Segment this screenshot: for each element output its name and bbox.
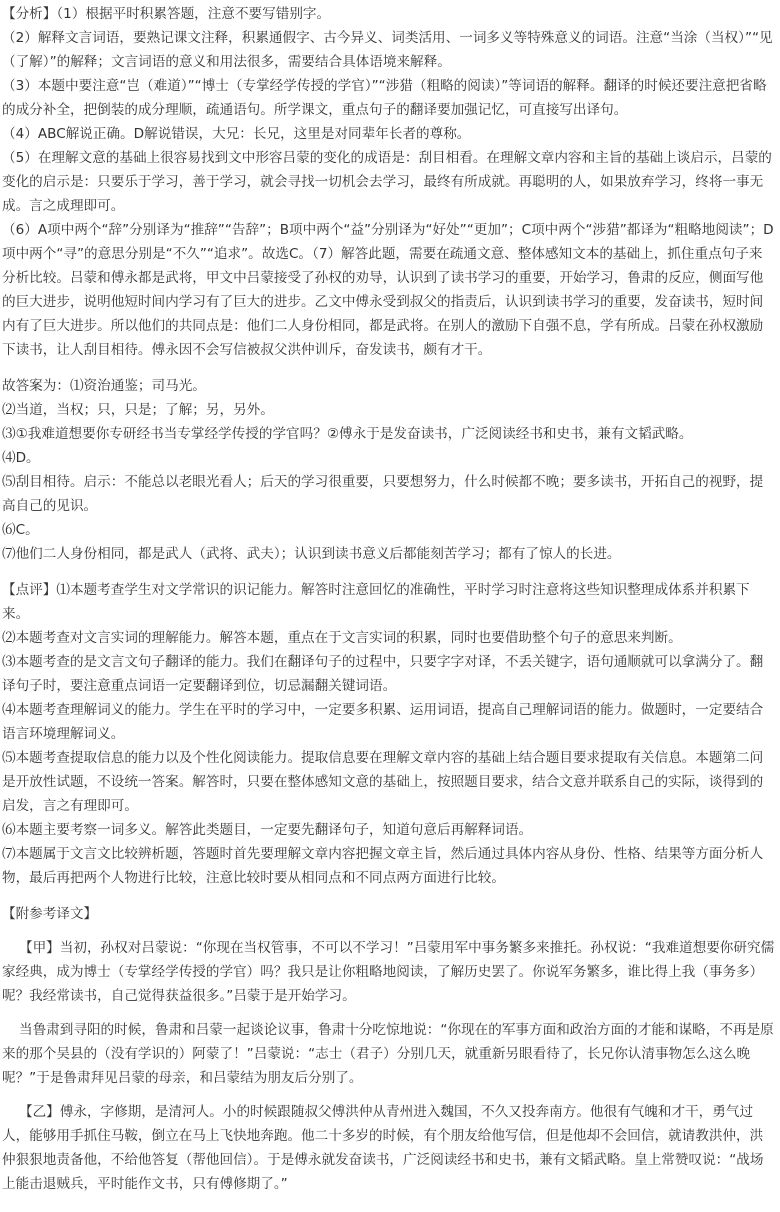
comment-item: ⑷本题考查理解词义的能力。学生在平时的学习中，一定要多积累、运用词语，提高自己理解词语的能力。做题时，一定要结合语言环境理解词义。 <box>2 702 764 742</box>
answers-section <box>2 374 776 566</box>
analysis-header: 【分析】（1）根据平时积累答题，注意不要写错别字。 <box>2 6 331 22</box>
translation-header: 【附参考译文】 <box>2 906 98 922</box>
spacer <box>2 566 776 578</box>
answers-header: 故答案为：⑴资治通鉴；司马光。 <box>2 378 206 394</box>
answer-item: ⑹C。 <box>2 522 39 538</box>
answer-item: ⑵当道，当权；只，只是；了解；另，另外。 <box>2 402 274 418</box>
comment-item: ⑸本题考查提取信息的能力以及个性化阅读能力。提取信息要在理解文章内容的基础上结合题目要求提取有关信息。本题第二问是开放性试题，不设统一答案。解答时，只要在整体感知文意的基础上，按照题目要求，结合文意并联系自己的实际，谈得到的启发，言之有理即可。 <box>2 750 764 814</box>
answer-item: ⑸刮目相待。启示：不能总以老眼光看人；后天的学习很重要，只要想努力，什么时候都不晚；要多读书，开拓自己的视野，提高自己的见识。 <box>2 474 764 514</box>
translation-paragraph: 【乙】傅永，字修期，是清河人。小的时候跟随叔父傅洪仲从青州进入魏国，不久又投奔南方。他很有气魄和才干，勇气过人，能够用手抓住马鞍，倒立在马上飞快地奔跑。他二十多岁的时候，有个朋友给他写信，但是他却不会回信，就请教洪仲，洪仲狠狠地责备他，不给他答复（帮他回信）。于是傅永就发奋读书，广泛阅读经书和史书，兼有文韬武略。皇上常赞叹说：“战场上能击退贼兵，平时能作文书，只有傅修期了。” <box>2 1104 764 1192</box>
answer-item: ⑷D。 <box>2 450 40 466</box>
analysis-section <box>2 2 776 362</box>
spacer <box>2 1008 776 1018</box>
spacer <box>2 362 776 374</box>
analysis-item: （4）ABC解说正确。D解说错误，大兄：长兄，这里是对同辈年长者的尊称。 <box>2 126 471 142</box>
comment-item: ⑶本题考查的是文言文句子翻译的能力。我们在翻译句子的过程中，只要字字对译，不丢关键字，语句通顺就可以拿满分了。翻译句子时，要注意重点词语一定要翻译到位，切忌漏翻关键词语。 <box>2 654 764 694</box>
answer-item: ⑺他们二人身份相同，都是武人（武将、武夫）；认识到读书意义后都能刻苦学习；都有了惊人的长进。 <box>2 546 621 562</box>
translation-section <box>2 902 776 1196</box>
spacer <box>2 926 776 936</box>
translation-paragraph: 【甲】当初，孙权对吕蒙说：“你现在当权管事，不可以不学习！”吕蒙用军中事务繁多来推托。孙权说：“我难道想要你研究儒家经典，成为博士（专掌经学传授的学官）吗？我只是让你粗略地阅读，了解历史罢了。你说军务繁多，谁比得上我（事务多）呢？我经常读书，自己觉得获益很多。”吕蒙于是开始学习。 <box>2 940 775 1004</box>
comment-item: ⑹本题主要考察一词多义。解答此类题目，一定要先翻译句子，知道句意后再解释词语。 <box>2 822 533 838</box>
comments-header: 【点评】⑴本题考查学生对文学常识的识记能力。解答时注意回忆的准确性，平时学习时注意将这些知识整理成体系并积累下来。 <box>2 582 750 622</box>
comment-item: ⑺本题属于文言文比较辨析题，答题时首先要理解文章内容把握文章主旨，然后通过具体内容从身份、性格、结果等方面分析人物，最后再把两个人物进行比较，注意比较时要从相同点和不同点两方面进行比较。 <box>2 846 764 886</box>
translation-paragraph: 当鲁肃到寻阳的时候，鲁肃和吕蒙一起谈论议事，鲁肃十分吃惊地说：“你现在的军事方面和政治方面的才能和谋略，不再是原来的那个吴县的（没有学识的）阿蒙了！”吕蒙说：“志士（君子）分别几天，就重新另眼看待了，长兄你认清事物怎么这么晚呢？”于是鲁肃拜见吕蒙的母亲，和吕蒙结为朋友后分别了。 <box>2 1022 774 1086</box>
analysis-item: （5）在理解文意的基础上很容易找到文中形容吕蒙的变化的成语是：刮目相看。在理解文章内容和主旨的基础上谈启示，吕蒙的变化的启示是：只要乐于学习，善于学习，就会寻找一切机会去学习，最终有所成就。再聪明的人，如果放弃学习，终将一事无成。言之成理即可。 <box>2 150 772 214</box>
comment-item: ⑵本题考查对文言实词的理解能力。解答本题，重点在于文言实词的积累，同时也要借助整个句子的意思来判断。 <box>2 630 682 646</box>
spacer <box>2 1090 776 1100</box>
analysis-item: （2）解释文言词语，要熟记课文注释，积累通假字、古今异义、词类活用、一词多义等特殊意义的词语。注意“当涂（当权）”“见（了解）”的解释；文言词语的意义和用法很多，需要结合具体语境来解释。 <box>2 30 773 70</box>
spacer <box>2 890 776 902</box>
analysis-item: （6）A项中两个“辞”分别译为“推辞”“告辞”；B项中两个“益”分别译为“好处”“更加”；C项中两个“涉猎”都译为“粗略地阅读”；D项中两个“寻”的意思分别是“不久”“追求”。故选C。（7）解答此题，需要在疏通文意、整体感知文本的基础上，抓住重点句子来分析比较。吕蒙和傅永都是武将，甲文中吕蒙接受了孙权的劝导，认识到了读书学习的重要，开始学习，鲁肃的反应，侧面写他的巨大进步，说明他短时间内学习有了巨大的进步。乙文中傅永受到叔父的指责后，认识到读书学习的重要，发奋读书，短时间内有了巨大进步。所以他们的共同点是：他们二人身份相同，都是武将。在别人的激励下自强不息，学有所成。吕蒙在孙权激励下读书，让人刮目相待。傅永因不会写信被叔父洪仲训斥，奋发读书，颇有才干。 <box>2 222 774 358</box>
comments-section <box>2 578 776 890</box>
analysis-item: （3）本题中要注意“岂（难道）”“博士（专掌经学传授的学官）”“涉猎（粗略的阅读）”等词语的解释。翻译的时候还要注意把省略的成分补全，把倒装的成分理顺，疏通语句。所学课文，重点句子的翻译要加强记忆，可直接写出译句。 <box>2 78 767 118</box>
answer-item: ⑶①我难道想要你专研经书当专掌经学传授的学官吗？②傅永于是发奋读书，广泛阅读经书和史书，兼有文韬武略。 <box>2 426 693 442</box>
